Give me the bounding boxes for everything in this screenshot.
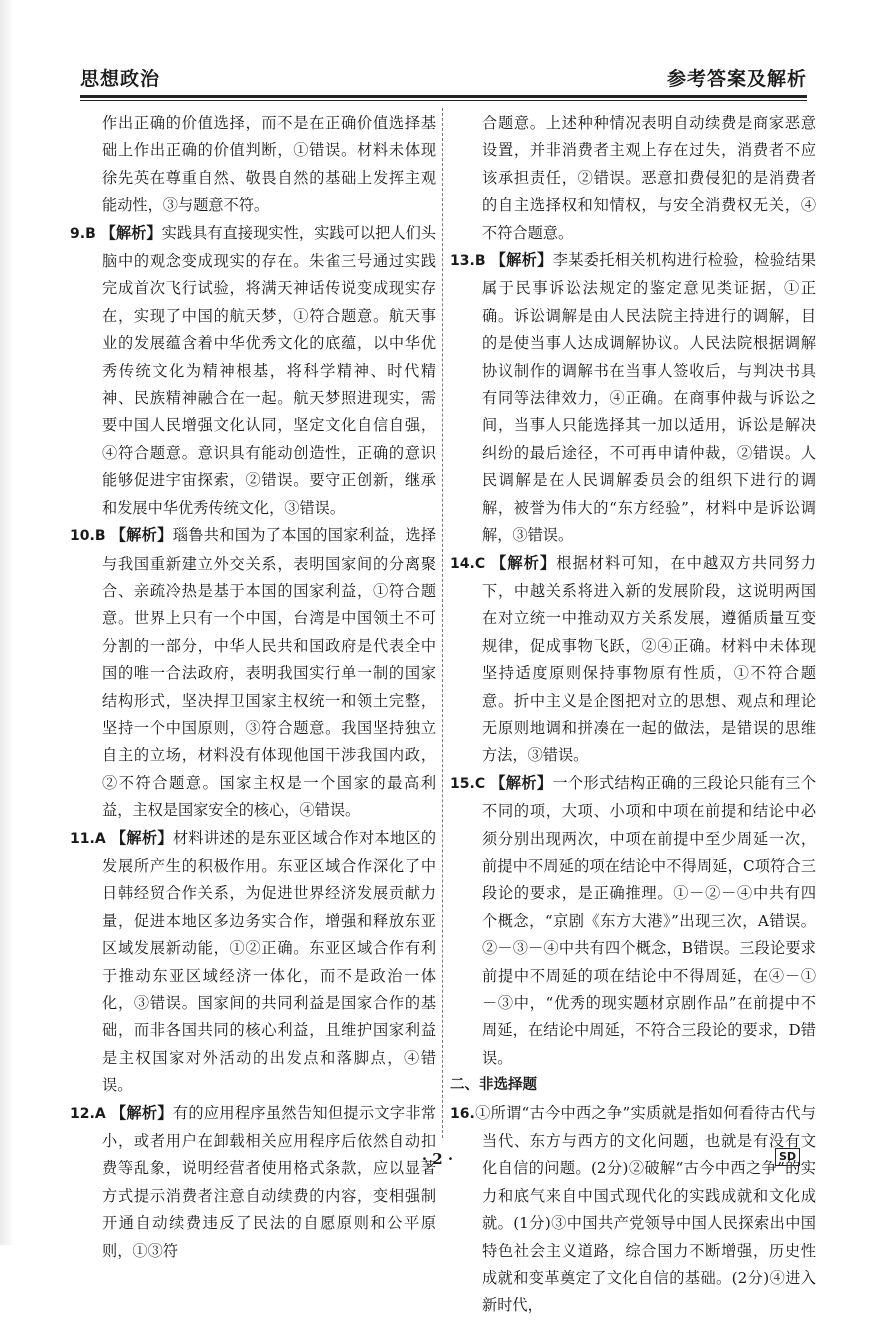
answer-item-13 (450, 247, 816, 549)
item-text: 材料讲述的是东亚区域合作对本地区的发展所产生的积极作用。东亚区域合作深化了中日韩经贸合作关系，为促进世界经济发展贡献力量，促进本地区多边务实合作，增强和释放东亚区域发展新动能，①②正确。东亚区域合作有利于推动东亚区域经济一体化，而不是政治一体化，③错误。国家间的共同利益是国家合作的基础，而非各国共同的核心利益，且维护国家利益是主权国家对外活动的出发点和落脚点，④错误。 (102, 828, 437, 1095)
item-number: 10. (70, 528, 95, 545)
page-number: · 2 · (421, 1150, 454, 1168)
answer-item-12 (70, 1100, 436, 1265)
answer-item-15 (450, 770, 816, 1072)
item-text: 实践具有直接现实性，实践可以把人们头脑中的观念变成现实的存在。朱雀三号通过实践完成首次飞行试验，将满天神话传说变成现实存在，实现了中国的航天梦，①符合题意。航天事业的发展蕴含着中华优秀文化的底蕴，以中华优秀传统文化为精神根基，将科学精神、时代精神、民族精神融合在一起。航天梦照进现实，需要中国人民增强文化认同，坚定文化自信自强，④符合题意。意识具有能动创造性，正确的意识能够促进宇宙探索，②错误。要守正创新，继承和发展中华优秀传统文化，③错误。 (102, 223, 437, 517)
analysis-tag: 【解析】 (110, 1103, 173, 1122)
column-divider (442, 108, 443, 1138)
item-answer: B (474, 253, 486, 270)
analysis-tag: 【解析】 (490, 773, 553, 792)
item-answer: C (474, 775, 486, 792)
item-answer: B (94, 528, 106, 545)
item-number: 15. (450, 775, 475, 792)
q8-continuation: 作出正确的价值选择，而不是在正确价值选择基础上作出正确的价值判断，①错误。材料未体现徐先英在尊重自然、敬畏自然的基础上发挥主观能动性，③与题意不符。 (102, 114, 436, 215)
item-answer: A (94, 830, 106, 847)
answer-item-16 (450, 1100, 816, 1320)
item-number: 11. (70, 830, 95, 847)
answer-item-10 (70, 522, 436, 824)
analysis-tag: 【解析】 (110, 828, 173, 847)
item-number: 12. (70, 1105, 95, 1122)
analysis-tag: 【解析】 (100, 223, 162, 242)
item-number: 16. (450, 1105, 475, 1122)
item-text: 一个形式结构正确的三段论只能有三个不同的项，大项、小项和中项在前提和结论中必须分别出现两次，中项在前提中至少周延一次，前提中不周延的项在结论中不得周延，C项符合三段论的要求，是正确推理。①－②－④中共有四个概念，“京剧《东方大港》”出现三次，A错误。②－③－④中共有四个概念，B错误。三段论要求前提中不周延的项在结论中不得周延，在④－①－③中，“优秀的现实题材京剧作品”在前提中不周延，在结论中周延，不符合三段论的要求，D错误。 (482, 773, 817, 1067)
section-title: 参考答案及解析 (666, 68, 807, 90)
item-text: ①所谓“古今中西之争”实质就是指如何看待古代与当代、东方与西方的文化问题，也就是有没有文化自信的问题。(2分)②破解“古今中西之争”的实力和底气来自中国式现代化的实践成就和文化成就。(1分)③中国共产党领导中国人民探索出中国特色社会主义道路，综合国力不断增强，历史性成就和变革奠定了文化自信的基础。(2分)④进入新时代， (474, 1103, 816, 1315)
left-column (70, 110, 436, 1265)
answer-item-9 (70, 220, 436, 522)
item-text: 李某委托相关机构进行检验，检验结果属于民事诉讼法规定的鉴定意见类证据，①正确。诉讼调解是由人民法院主持进行的调解，目的是使当事人达成调解协议。人民法院根据调解协议制作的调解书在当事人签收后，与判决书具有同等法律效力，④正确。在商事仲裁与诉讼之间，当事人只能选择其一加以适用，诉讼是解决纠纷的最后途径，不可再申请仲裁，②错误。人民调解是在人民调解委员会的组织下进行的调解，被誉为伟大的“东方经验”，材料中是诉讼调解，③错误。 (482, 251, 817, 545)
header-rule-thick (80, 95, 807, 98)
item-number: 13. (450, 253, 475, 270)
non-choice-section-title: 二、非选择题 (450, 1077, 537, 1094)
page-edge-shadow (0, 0, 14, 1245)
item-text: 有的应用程序虽然告知但提示文字非常小，或者用户在卸载相关应用程序后依然自动扣费等乱象，说明经营者使用格式条款，应以显著方式提示消费者注意自动续费的内容，变相强制开通自动续费违反了民法的自愿原则和公平原则，①③符 (102, 1103, 437, 1260)
right-column (450, 110, 816, 1320)
analysis-tag: 【解析】 (110, 526, 173, 545)
answer-item-14 (450, 550, 816, 770)
page-header (80, 64, 807, 94)
item-text: 瑙鲁共和国为了本国的国家利益，选择与我国重新建立外交关系，表明国家间的分离聚合、亲疏冷热是基于本国的国家利益，①符合题意。世界上只有一个中国，台湾是中国领土不可分割的一部分，中华人民共和国政府是代表全中国的唯一合法政府，表明我国实行单一制的国家结构形式，坚决捍卫国家主权统一和领土完整，坚持一个中国原则，③符合题意。我国坚持独立自主的立场，材料没有体现他国干涉我国内政，②不符合题意。国家主权是一个国家的最高利益，主权是国家安全的核心，④错误。 (102, 526, 437, 820)
item-answer: A (94, 1105, 106, 1122)
item-number: 14. (450, 555, 475, 572)
item-answer: B (85, 225, 96, 242)
item-answer: C (474, 555, 486, 572)
answer-item-11 (70, 825, 436, 1100)
analysis-tag: 【解析】 (490, 251, 553, 270)
analysis-tag: 【解析】 (491, 553, 557, 572)
item-text: 根据材料可知，在中越双方共同努力下，中越关系将进入新的发展阶段，这说明两国在对立统一中推动双方关系发展，遵循质量互变规律，促成事物飞跃，②④正确。材料中未体现坚持适度原则保持事物原有性质，①不符合题意。折中主义是企图把对立的思想、观点和理论无原则地调和拼凑在一起的做法，是错误的思维方法，③错误。 (482, 553, 817, 765)
header-rule-thin (80, 100, 807, 101)
item-number: 9. (70, 225, 86, 242)
q12-continuation: 合题意。上述种种情况表明自动续费是商家恶意设置，并非消费者主观上存在过失，消费者不应该承担责任，②错误。恶意扣费侵犯的是消费者的自主选择权和知情权，与安全消费权无关，④不符合题意。 (482, 114, 816, 242)
subject-title: 思想政治 (80, 68, 161, 90)
edition-badge: SD (775, 1148, 800, 1166)
